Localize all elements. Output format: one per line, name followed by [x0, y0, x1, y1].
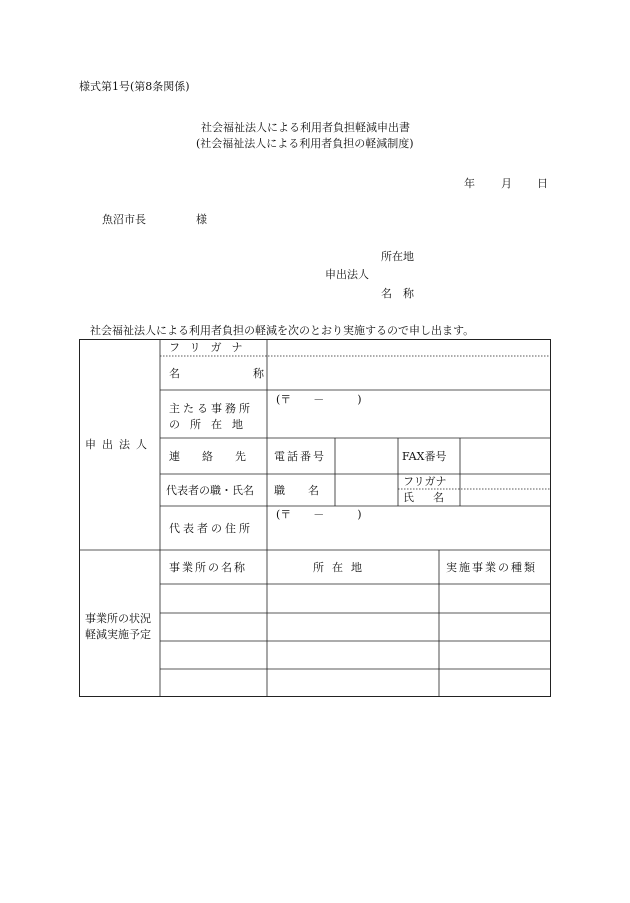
office-address-label-2: の所在地	[169, 418, 253, 431]
rep-title-name-label: 代表者の職・氏名	[166, 484, 254, 497]
application-form-table	[79, 339, 551, 697]
section-office-status-label: 事業所の状況	[85, 612, 151, 625]
column-location: 所在地	[313, 561, 370, 574]
rep-name-label: 氏 名	[403, 491, 448, 504]
date-day: 日	[537, 177, 548, 190]
addressee-honorific: 様	[196, 213, 207, 226]
applicant-label: 申出法人	[325, 268, 369, 281]
section-applicant-label: 申出法人	[85, 438, 153, 451]
post-label: 職 名	[274, 484, 325, 497]
document-subtitle: (社会福祉法人による利用者負担の軽減制度)	[196, 137, 414, 150]
column-service-type: 実施事業の種類	[446, 561, 537, 574]
table-row[interactable]	[161, 585, 550, 612]
table-row[interactable]	[161, 642, 550, 668]
section-reduction-plan-label: 軽減実施予定	[85, 628, 151, 641]
contact-label: 連絡先	[169, 450, 268, 463]
applicant-location-label: 所在地	[381, 250, 414, 263]
rep-postal-code: (〒 － )	[276, 508, 362, 521]
statement: 社会福祉法人による利用者負担の軽減を次のとおり実施するので申し出ます。	[90, 324, 475, 337]
phone-label: 電話番号	[274, 450, 326, 463]
column-office-name: 事業所の名称	[169, 561, 247, 574]
office-postal-code: (〒 － )	[276, 393, 362, 406]
addressee-name: 魚沼市長	[102, 213, 146, 226]
rep-furigana-label: フリガナ	[403, 475, 447, 488]
table-row[interactable]	[161, 614, 550, 640]
rep-address-label: 代表者の住所	[169, 522, 253, 535]
date-year: 年	[464, 177, 475, 190]
document-title: 社会福祉法人による利用者負担軽減申出書	[201, 121, 410, 134]
table-row[interactable]	[161, 670, 550, 696]
date-month: 月	[501, 177, 512, 190]
form-number: 様式第1号(第8条関係)	[79, 80, 190, 93]
furigana-label: フリガナ	[169, 341, 253, 354]
fax-label: FAX番号	[402, 450, 447, 463]
office-address-label-1: 主たる事務所	[169, 402, 253, 415]
name-label: 名 称	[169, 367, 281, 380]
applicant-name-label: 名 称	[381, 287, 414, 300]
